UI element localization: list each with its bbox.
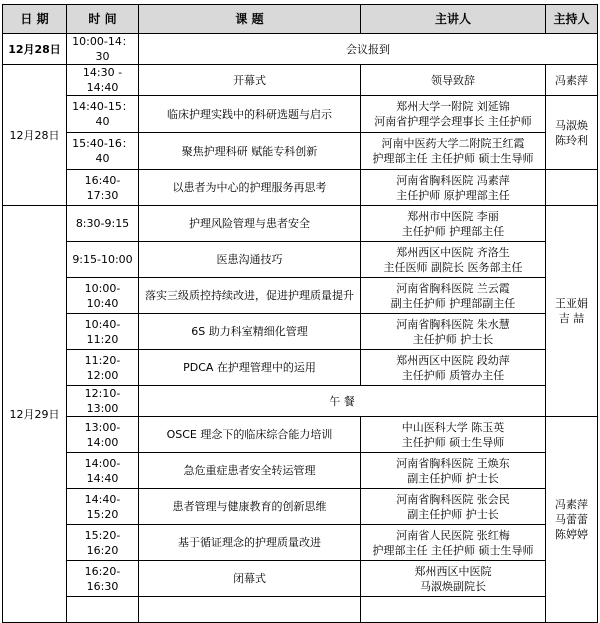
session-topic: 以患者为中心的护理服务再思考 [139,170,361,206]
session-time: 9:15-10:00 [67,242,139,278]
table-row [3,597,598,623]
session-speaker: 郑州西区中医院 段幼萍 主任护师 质管办主任 [361,350,546,386]
table-row [3,170,598,206]
table-row [3,350,598,386]
session-speaker: 郑州西区中医院 马淑焕副院长 [361,561,546,597]
session-topic: 闭幕式 [139,561,361,597]
session-topic: 聚焦护理科研 赋能专科创新 [139,133,361,170]
session-time: 15:20-16:20 [67,525,139,561]
schedule-table [2,4,598,623]
registration-date: 12月28日 [3,34,67,65]
empty-cell [67,597,139,623]
session-topic: OSCE 理念下的临床综合能力培训 [139,417,361,453]
session-speaker: 河南省胸科医院 兰云霞 副主任护师 护理部副主任 [361,278,546,314]
session-topic: 医患沟通技巧 [139,242,361,278]
registration-time: 10:00-14：30 [67,34,139,65]
header-row [3,5,598,34]
table-row [3,206,598,242]
session-host-empty [546,170,598,206]
session-host: 马淑焕 陈玲利 [546,96,598,170]
session-speaker: 郑州西区中医院 齐洛生 主任医师 副院长 医务部主任 [361,242,546,278]
session-speaker: 河南省胸科医院 冯素萍 主任护师 原护理部主任 [361,170,546,206]
session-speaker: 河南省人民医院 张红梅 护理部主任 主任护师 硕士生导师 [361,525,546,561]
lunch-topic: 午 餐 [139,386,546,417]
session-time: 14:40-15:20 [67,489,139,525]
session-time: 16:40-17:30 [67,170,139,206]
table-row [3,96,598,133]
session-speaker: 郑州大学一附院 刘延锦 河南省护理学会理事长 主任护师 [361,96,546,133]
session-time: 14:00-14:40 [67,453,139,489]
table-row [3,561,598,597]
session-host: 冯素萍 马蕾蕾 陈婷婷 [546,417,598,623]
session-topic: 临床护理实践中的科研选题与启示 [139,96,361,133]
session-host: 王亚娟 吉 喆 [546,206,598,417]
session-host: 冯素萍 [546,65,598,96]
table-row [3,278,598,314]
session-speaker: 河南省胸科医院 王焕东 副主任护师 护士长 [361,453,546,489]
session-topic: 落实三级质控持续改进，促进护理质量提升 [139,278,361,314]
table-row [3,314,598,350]
session-topic: 护理风险管理与患者安全 [139,206,361,242]
session-speaker: 河南中医药大学二附院王红霞 护理部主任 主任护师 硕士生导师 [361,133,546,170]
header-speaker: 主讲人 [361,5,546,34]
session-topic: 基于循证理念的护理质量改进 [139,525,361,561]
session-time: 8:30-9:15 [67,206,139,242]
session-time: 15:40-16：40 [67,133,139,170]
session-topic: 开幕式 [139,65,361,96]
session-speaker: 领导致辞 [361,65,546,96]
header-time: 时 间 [67,5,139,34]
session-time: 16:20-16:30 [67,561,139,597]
session-topic: 急危重症患者安全转运管理 [139,453,361,489]
table-row [3,386,598,417]
table-row [3,489,598,525]
header-topic: 课 题 [139,5,361,34]
session-time: 10:40-11:20 [67,314,139,350]
table-row [3,34,598,65]
table-row [3,525,598,561]
session-topic: PDCA 在护理管理中的运用 [139,350,361,386]
session-topic: 6S 助力科室精细化管理 [139,314,361,350]
registration-topic: 会议报到 [139,34,598,65]
table-row [3,65,598,96]
empty-cell [361,597,546,623]
day2-date: 12月29日 [3,206,67,623]
session-speaker: 河南省胸科医院 朱水慧 主任护师 护士长 [361,314,546,350]
session-time: 10:00-10:40 [67,278,139,314]
session-time: 13:00-14:00 [67,417,139,453]
session-topic: 患者管理与健康教育的创新思维 [139,489,361,525]
session-speaker: 河南省胸科医院 张会民 副主任护师 护士长 [361,489,546,525]
table-row [3,242,598,278]
session-time: 14:40-15：40 [67,96,139,133]
session-speaker: 郑州市中医院 李丽 主任护师 护理部主任 [361,206,546,242]
lunch-time: 12:10-13:00 [67,386,139,417]
session-time: 11:20-12:00 [67,350,139,386]
header-host: 主持人 [546,5,598,34]
session-time: 14:30 - 14:40 [67,65,139,96]
day1-date: 12月28日 [3,65,67,206]
session-speaker: 中山医科大学 陈玉英 主任护师 硕士生导师 [361,417,546,453]
table-row [3,417,598,453]
table-row [3,453,598,489]
table-row [3,133,598,170]
empty-cell [139,597,361,623]
header-date: 日 期 [3,5,67,34]
